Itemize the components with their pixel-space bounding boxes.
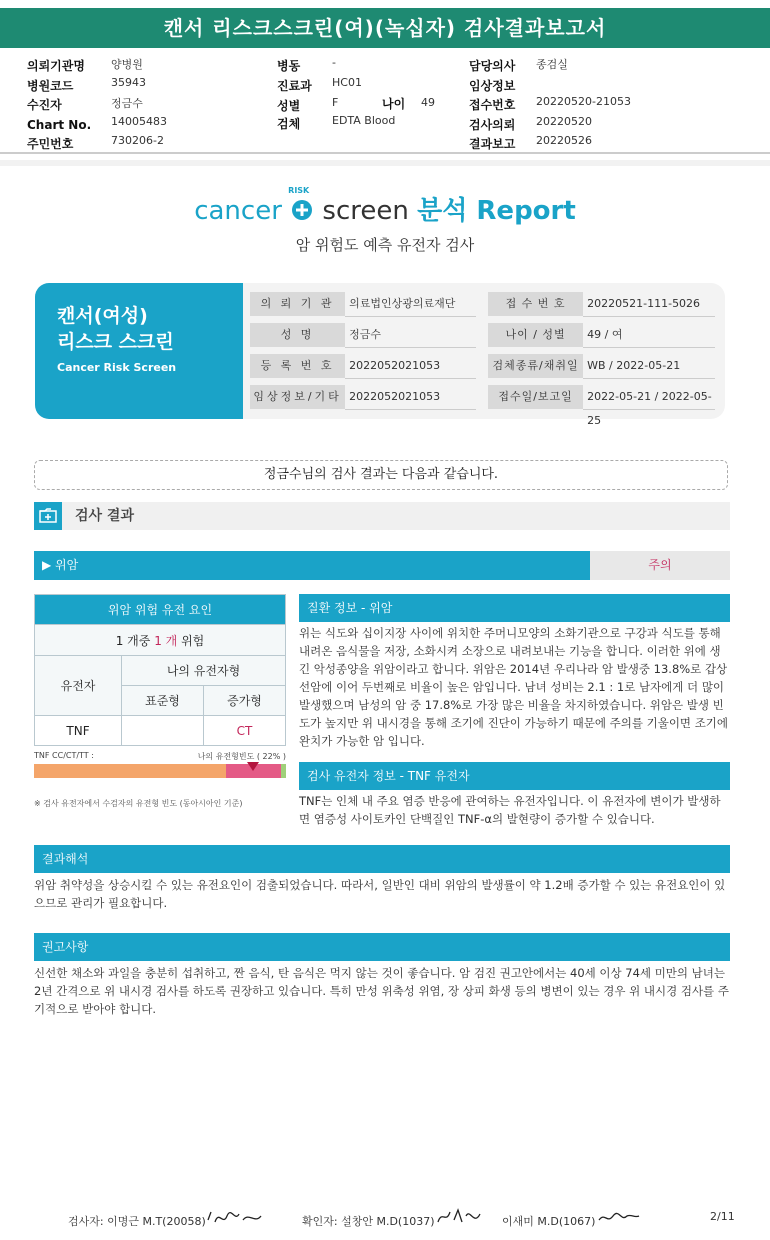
- card-key: 접수일/보고일: [488, 385, 583, 409]
- header-row: [469, 55, 568, 74]
- col-gene: 유전자: [35, 656, 122, 716]
- recommendation-panel: [34, 933, 730, 1018]
- header-row: [277, 113, 396, 132]
- col-increase: 증가형: [204, 686, 286, 716]
- header-row: [469, 75, 515, 94]
- gene-info-text: TNF는 인체 내 주요 염증 반응에 관여하는 유전자입니다. 이 유전자에 변이가 발생하면 염증성 사이토카인 단백질인 TNF-α의 발현량이 증가할 수 있습니다.: [299, 794, 721, 826]
- disease-info-title: 질환 정보 - 위암: [299, 594, 730, 622]
- header-value: 20220520-21053: [536, 95, 631, 108]
- freq-block: [34, 746, 286, 796]
- header-info: [27, 55, 747, 150]
- page-subtitle: 암 위험도 예측 유전자 검사: [295, 236, 475, 254]
- card-key: 의 뢰 기 관: [250, 292, 345, 316]
- freq-left-label: TNF CC/CT/TT :: [34, 751, 94, 760]
- logo-risk-plus-icon: [288, 186, 314, 222]
- signature-tester: [205, 1208, 265, 1232]
- header-value: 730206-2: [111, 134, 164, 147]
- logo-cancer: cancer: [194, 196, 282, 226]
- gene-risk-table: [34, 594, 286, 809]
- header-label: 접수번호: [469, 98, 516, 112]
- footer-confirmer: 확인자: 설창안 M.D(1037): [302, 1215, 435, 1228]
- disease-info-text: 위는 식도와 십이지장 사이에 위치한 주머니모양의 소화기관으로 구강과 식도를 통해 내려온 음식물을 저장, 소화시켜 소장으로 내려보내는 기능을 합니다. 이러한 위에 생긴 악성종양을 위암이라고 합니다. 위암은 2014년 우리나라 암 발생중 13.8%로 갑상선암에 이어 두번째로 비율이 높은 암입니다. 남녀 성비는 2.1 : 1로 남자에게 더 많이 발생했으며 남성의 암 중 17.8%로 가장 많은 비율을 차지하였습니다. 위암은 발생 빈도가 높지만 위 내시경을 통해 조기에 진단이 가능하기 때문에 주의를 기울이면 조기에 완치가 가능한 암 입니다.: [299, 626, 729, 748]
- age-label: 나이: [382, 97, 406, 111]
- gene-count: [35, 625, 286, 656]
- header-row: [469, 133, 592, 152]
- card-value: 2022-05-21 / 2022-05-25: [583, 385, 715, 410]
- card-title-3: Cancer Risk Screen: [57, 361, 177, 374]
- header-value: 정금수: [111, 97, 143, 110]
- header-label: 진료과: [277, 79, 312, 93]
- header-label: 검체: [277, 117, 301, 131]
- footer-doctor2: 이새미 M.D(1067): [502, 1215, 596, 1228]
- interpretation-panel: [34, 845, 730, 912]
- header-row: [277, 95, 339, 114]
- card-brand-panel: [35, 283, 243, 419]
- card-title-1: 캔서(여성): [57, 305, 148, 327]
- card-value: 20220521-111-5026: [583, 292, 715, 317]
- header-value: 20220526: [536, 134, 592, 147]
- col-my-genotype: 나의 유전자형: [122, 656, 286, 686]
- header-value: HC01: [332, 76, 362, 89]
- section-title: 검사 결과: [75, 508, 134, 524]
- header-row: [277, 75, 362, 94]
- card-key: 접 수 번 호: [488, 292, 583, 316]
- header-value: 14005483: [111, 114, 167, 128]
- freq-segment: [281, 764, 286, 778]
- freq-note: ※ 검사 유전자에서 수검자의 유전형 빈도 (동아시아인 기준): [34, 799, 243, 808]
- disease-bar: ▶ 위암: [34, 551, 590, 580]
- header-label: 주민번호: [27, 137, 74, 151]
- brand-logo: [0, 186, 770, 227]
- interpretation-text: 위암 취약성을 상승시킬 수 있는 유전요인이 검출되었습니다. 따라서, 일반인 대비 위암의 발생률이 약 1.2배 증가할 수 있는 유전요인이 있으므로 관리가 필요합니다.: [34, 878, 726, 910]
- card-key: 성 명: [250, 323, 345, 347]
- card-row: [250, 385, 715, 427]
- header-row: [469, 114, 592, 133]
- header-value: -: [332, 56, 336, 69]
- card-key: 등 록 번 호: [250, 354, 345, 378]
- header-row: [469, 94, 631, 113]
- card-row: [250, 354, 715, 379]
- header-value: 종검실: [536, 58, 568, 71]
- card-value: 2022052021053: [345, 354, 476, 379]
- greeting-box: 정금수님의 검사 결과는 다음과 같습니다.: [34, 460, 728, 490]
- card-value: WB / 2022-05-21: [583, 354, 715, 379]
- header-row: [27, 114, 167, 133]
- header-label: 의뢰기관명: [27, 59, 85, 73]
- gene-info-panel: [299, 762, 730, 828]
- disease-info-panel: [299, 594, 730, 750]
- card-title-2: 리스크 스크린: [57, 331, 174, 353]
- header-label: 수진자: [27, 98, 62, 112]
- signature-doctor2: [597, 1208, 641, 1230]
- freq-segment: [34, 764, 226, 778]
- gene-count-pre: 1 개중: [115, 633, 151, 648]
- card-value: 정금수: [345, 323, 476, 348]
- header-row: [27, 75, 146, 94]
- header-value: 20220520: [536, 114, 592, 128]
- card-value: 의료법인상광의료재단: [345, 292, 476, 317]
- header-label: 검사의뢰: [469, 117, 516, 132]
- gene-table-header: 위암 위험 유전 요인: [35, 595, 286, 625]
- recommendation-title: 권고사항: [34, 933, 730, 961]
- header-row: [277, 55, 336, 74]
- header-label: Chart No.: [27, 117, 92, 132]
- col-standard: 표준형: [122, 686, 204, 716]
- recommendation-text: 신선한 채소와 과일을 충분히 섭취하고, 짠 음식, 탄 음식은 먹지 않는 것이 좋습니다. 암 검진 권고안에서는 40세 이상 74세 미만의 남녀는 2년 간격으로 위 내시경 검사를 하도록 권장하고 있습니다. 특히 만성 위축성 위염, 장 상피 화생 등의 병변이 있는 경우 위 내시경 검사를 주기적으로 받아야 합니다.: [34, 966, 729, 1016]
- logo-risk: RISK: [288, 186, 310, 195]
- header-row: [27, 55, 143, 74]
- header-label: 성별: [277, 99, 301, 113]
- card-value: 2022052021053: [345, 385, 476, 410]
- gene-info-title: 검사 유전자 정보 - TNF 유전자: [299, 762, 730, 790]
- header-value: 양병원: [111, 58, 143, 71]
- card-key: 나이 / 성별: [488, 323, 583, 347]
- header-row: [27, 94, 143, 113]
- header-row: [27, 133, 164, 152]
- gene-count-num: 1 개: [154, 633, 178, 648]
- logo-report: 분석 Report: [417, 196, 576, 226]
- signature-confirmer: [436, 1206, 484, 1232]
- card-info-grid: [250, 292, 715, 427]
- interpretation-title: 결과해석: [34, 845, 730, 873]
- logo-screen: screen: [322, 196, 409, 226]
- card-row: [250, 292, 715, 317]
- divider: [0, 152, 770, 154]
- footer-tester: 검사자: 이명근 M.T(20058): [68, 1215, 206, 1228]
- header-value: F: [332, 96, 339, 109]
- header-label: 병원코드: [27, 78, 74, 93]
- card-row: [250, 323, 715, 348]
- header-value: EDTA Blood: [332, 114, 396, 127]
- card-key: 검체종류/채취일: [488, 354, 583, 378]
- gene-name: TNF: [35, 716, 122, 746]
- section-bar: [34, 502, 730, 530]
- header-label: 임상정보: [469, 78, 516, 93]
- freq-right-label: 나의 유전형빈도 ( 22% ): [197, 752, 286, 761]
- age-value: 49: [421, 96, 435, 109]
- card-value: 49 / 여: [583, 323, 715, 348]
- report-title: 캔서 리스크스크린(여)(녹십자) 검사결과보고서: [0, 8, 770, 48]
- folder-icon: [34, 502, 62, 530]
- header-label: 담당의사: [469, 59, 516, 73]
- divider-band: [0, 160, 770, 166]
- header-value: 35943: [111, 75, 146, 89]
- gene-std-value: [122, 716, 204, 746]
- card-key: 임상정보/기타: [250, 385, 345, 409]
- header-label: 병동: [277, 59, 301, 73]
- page-number: 2/11: [710, 1210, 735, 1223]
- gene-count-post: 위험: [181, 633, 205, 648]
- gene-inc-value: CT: [204, 716, 286, 746]
- freq-marker-icon: [247, 762, 259, 771]
- disease-status: 주의: [590, 551, 730, 580]
- header-label: 결과보고: [469, 137, 516, 151]
